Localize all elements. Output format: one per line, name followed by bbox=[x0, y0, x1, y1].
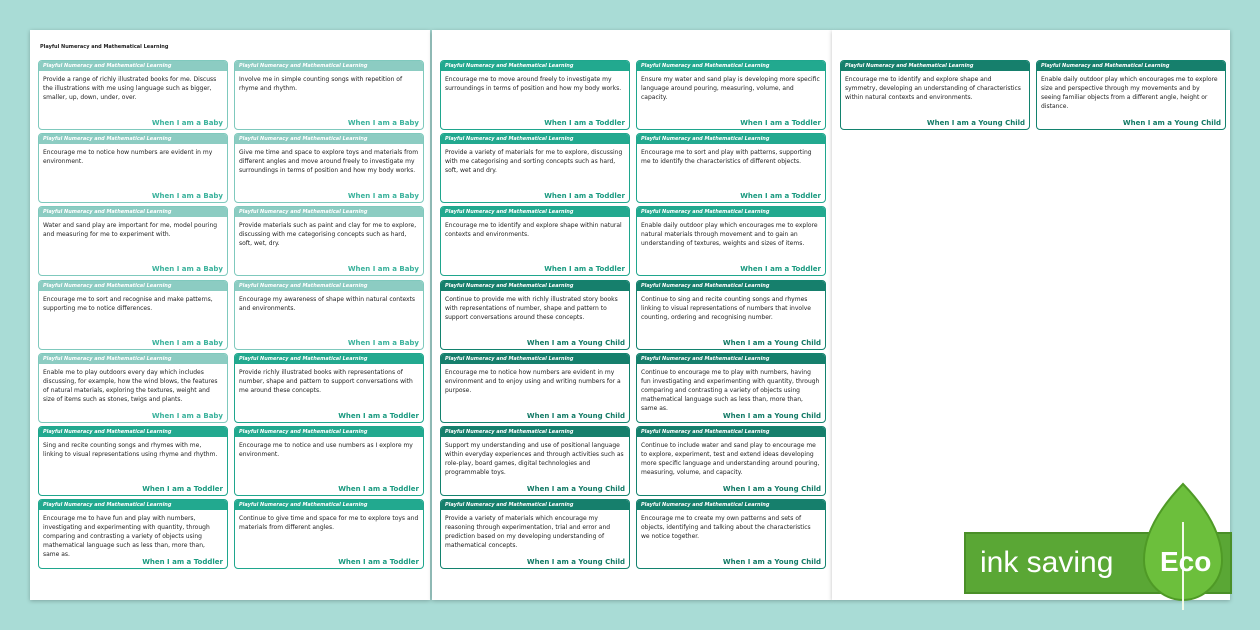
card-header: Playful Numeracy and Mathematical Learning bbox=[235, 281, 423, 291]
card-stage-label: When I am a Baby bbox=[151, 265, 223, 274]
card-stage-label: When I am a Baby bbox=[151, 192, 223, 201]
card-text: Enable daily outdoor play which encourages me to explore natural materials through movement and to gain an understanding of textures, weights and sizes of items. bbox=[641, 222, 818, 248]
card-header: Playful Numeracy and Mathematical Learning bbox=[637, 281, 825, 291]
activity-card bbox=[38, 206, 228, 276]
card-stage-label: When I am a Baby bbox=[151, 411, 223, 420]
card-stage-label: When I am a Toddler bbox=[338, 411, 419, 420]
card-header: Playful Numeracy and Mathematical Learning bbox=[1037, 61, 1225, 71]
card-header: Playful Numeracy and Mathematical Learning bbox=[235, 354, 423, 364]
ink-saving-text: ink saving bbox=[980, 546, 1114, 579]
activity-card bbox=[38, 60, 228, 130]
card-text: Encourage me to create my own patterns and sets of objects, identifying and talking about the characteristics we notice together. bbox=[641, 515, 811, 541]
card-text: Involve me in simple counting songs with repetition of rhyme and rhythm. bbox=[239, 76, 403, 92]
card-header: Playful Numeracy and Mathematical Learning bbox=[39, 61, 227, 71]
card-header: Playful Numeracy and Mathematical Learning bbox=[637, 61, 825, 71]
card-text: Provide a variety of materials which encourage my reasoning through experimentation, trial and error and prediction based on my developing understanding of mathematical concepts. bbox=[445, 515, 611, 550]
activity-card bbox=[1036, 60, 1226, 130]
card-text: Encourage me to have fun and play with numbers, investigating and experimenting with quantity, through comparing and contrasting a variety of objects using mathematical language such as less than, more than, same as. bbox=[43, 515, 210, 559]
activity-card bbox=[636, 133, 826, 203]
card-header: Playful Numeracy and Mathematical Learning bbox=[637, 500, 825, 510]
activity-card bbox=[38, 499, 228, 569]
activity-card bbox=[440, 133, 630, 203]
card-text: Encourage me to sort and recognise and make patterns, supporting me to notice differences. bbox=[43, 295, 213, 312]
card-header: Playful Numeracy and Mathematical Learning bbox=[39, 134, 227, 144]
card-text: Encourage me to move around freely to investigate my surroundings in terms of position and how my body works. bbox=[445, 76, 622, 92]
card-stage-label: When I am a Toddler bbox=[544, 192, 625, 201]
card-text: Encourage me to notice how numbers are evident in my environment and to enjoy using and writing numbers for a purpose. bbox=[445, 368, 621, 394]
activity-card bbox=[440, 426, 630, 496]
card-stage-label: When I am a Baby bbox=[151, 119, 223, 127]
card-header: Playful Numeracy and Mathematical Learning bbox=[235, 427, 423, 437]
card-text: Provide a variety of materials for me to explore, discussing with me categorising and sorting concepts such as hard, soft, wet and dry. bbox=[445, 149, 623, 175]
activity-card bbox=[636, 206, 826, 276]
card-stage-label: When I am a Young Child bbox=[526, 338, 625, 347]
activity-card bbox=[234, 353, 424, 423]
activity-card bbox=[234, 499, 424, 569]
card-text: Water and sand play are important for me, model pouring and measuring for me to experiment with. bbox=[43, 222, 218, 239]
card-text: Give me time and space to explore toys and materials from different angles and move around freely to investigate my surroundings in terms of position and how my body works. bbox=[239, 149, 419, 175]
activity-card bbox=[440, 206, 630, 276]
card-stage-label: When I am a Young Child bbox=[722, 338, 821, 347]
card-text: Enable me to play outdoors every day which includes discussing, for example, how the wind blows, the features of natural materials, exploring the textures, weight and size of items such as stones, twigs and plants. bbox=[43, 368, 218, 403]
card-header: Playful Numeracy and Mathematical Learning bbox=[39, 354, 227, 364]
card-text: Encourage me to sort and play with patterns, supporting me to identify the characteristics of different objects. bbox=[641, 149, 812, 166]
card-text: Provide richly illustrated books with representations of number, shape and pattern to support conversations with me around these concepts. bbox=[239, 368, 413, 394]
card-stage-label: When I am a Toddler bbox=[740, 265, 821, 274]
card-text: Encourage me to notice and use numbers as I explore my environment. bbox=[239, 442, 413, 458]
card-header: Playful Numeracy and Mathematical Learning bbox=[39, 500, 227, 510]
activity-card bbox=[234, 133, 424, 203]
card-text: Continue to give time and space for me to explore toys and materials from different angles. bbox=[239, 515, 419, 532]
card-header: Playful Numeracy and Mathematical Learning bbox=[441, 500, 629, 510]
card-header: Playful Numeracy and Mathematical Learning bbox=[235, 134, 423, 144]
card-stage-label: When I am a Toddler bbox=[142, 558, 223, 567]
card-text: Continue to sing and recite counting songs and rhymes linking to visual representations of numbers that involve counting, ordering and recognising number. bbox=[641, 295, 811, 321]
card-header: Playful Numeracy and Mathematical Learning bbox=[637, 134, 825, 144]
card-stage-label: When I am a Toddler bbox=[740, 119, 821, 127]
card-text: Encourage me to identify and explore shape within natural contexts and environments. bbox=[445, 222, 622, 239]
activity-card bbox=[636, 426, 826, 496]
activity-card bbox=[234, 280, 424, 350]
card-header: Playful Numeracy and Mathematical Learning bbox=[441, 281, 629, 291]
card-stage-label: When I am a Toddler bbox=[338, 558, 419, 567]
activity-card bbox=[234, 60, 424, 130]
card-text: Support my understanding and use of positional language within everyday experiences and through activities such as role-play, board games, digital technologies and programmable toys. bbox=[445, 442, 624, 476]
card-text: Ensure my water and sand play is developing more specific language around pouring, measuring, volume, and capacity. bbox=[641, 76, 820, 101]
card-text: Encourage me to identify and explore shape and symmetry, developing an understanding of characteristics within natural contexts and environments. bbox=[845, 76, 1021, 101]
card-header: Playful Numeracy and Mathematical Learning bbox=[39, 427, 227, 437]
card-stage-label: When I am a Young Child bbox=[526, 558, 625, 567]
card-header: Playful Numeracy and Mathematical Learning bbox=[235, 207, 423, 217]
activity-card bbox=[636, 353, 826, 423]
activity-card bbox=[440, 280, 630, 350]
activity-card bbox=[840, 60, 1030, 130]
activity-card bbox=[440, 353, 630, 423]
card-stage-label: When I am a Baby bbox=[347, 119, 419, 127]
page-2 bbox=[432, 30, 832, 600]
activity-card bbox=[38, 426, 228, 496]
card-header: Playful Numeracy and Mathematical Learning bbox=[841, 61, 1029, 71]
card-text: Encourage me to notice how numbers are evident in my environment. bbox=[43, 149, 213, 166]
card-text: Continue to include water and sand play to encourage me to explore, experiment, test and extend ideas developing more specific language and understanding around pouring, measuring, volume, and capacity. bbox=[641, 442, 820, 476]
card-header: Playful Numeracy and Mathematical Learning bbox=[441, 61, 629, 71]
card-stage-label: When I am a Young Child bbox=[526, 485, 625, 493]
card-stage-label: When I am a Toddler bbox=[544, 265, 625, 274]
card-stage-label: When I am a Baby bbox=[347, 192, 419, 201]
card-text: Provide materials such as paint and clay for me to explore, discussing with me categorising concepts such as hard, soft, wet, dry. bbox=[239, 222, 417, 248]
card-header: Playful Numeracy and Mathematical Learning bbox=[441, 427, 629, 437]
activity-card bbox=[38, 353, 228, 423]
card-text: Enable daily outdoor play which encourages me to explore size and perspective through my movements and by seeing familiar objects from a different angle, height or distance. bbox=[1041, 76, 1218, 110]
card-stage-label: When I am a Young Child bbox=[722, 485, 821, 493]
activity-card bbox=[38, 280, 228, 350]
activity-card bbox=[636, 499, 826, 569]
card-stage-label: When I am a Baby bbox=[347, 265, 419, 274]
card-header: Playful Numeracy and Mathematical Learning bbox=[235, 500, 423, 510]
card-stage-label: When I am a Young Child bbox=[722, 411, 821, 420]
activity-card bbox=[38, 133, 228, 203]
card-header: Playful Numeracy and Mathematical Learning bbox=[637, 207, 825, 217]
card-text: Encourage my awareness of shape within natural contexts and environments. bbox=[239, 295, 416, 312]
activity-card bbox=[234, 426, 424, 496]
card-stage-label: When I am a Toddler bbox=[142, 485, 223, 493]
activity-card bbox=[636, 60, 826, 130]
page-1 bbox=[30, 30, 430, 600]
card-stage-label: When I am a Young Child bbox=[526, 411, 625, 420]
card-header: Playful Numeracy and Mathematical Learning bbox=[441, 134, 629, 144]
card-header: Playful Numeracy and Mathematical Learning bbox=[441, 207, 629, 217]
activity-card bbox=[234, 206, 424, 276]
activity-card bbox=[440, 499, 630, 569]
card-text: Continue to provide me with richly illustrated story books with representations of number, shape and pattern to support conversations around these concepts. bbox=[445, 295, 618, 321]
card-text: Provide a range of richly illustrated books for me. Discuss the illustrations with me using language such as bigger, smaller, up, down, under, over. bbox=[43, 76, 217, 101]
card-text: Continue to encourage me to play with numbers, having fun investigating and experimenting with quantity, through comparing and contrasting a variety of objects using mathematical language such as less than, more than, same as. bbox=[641, 368, 820, 412]
card-header: Playful Numeracy and Mathematical Learning bbox=[441, 354, 629, 364]
card-header: Playful Numeracy and Mathematical Learning bbox=[637, 427, 825, 437]
card-stage-label: When I am a Baby bbox=[151, 338, 223, 347]
card-header: Playful Numeracy and Mathematical Learning bbox=[39, 281, 227, 291]
eco-label: Eco bbox=[1160, 546, 1212, 577]
card-stage-label: When I am a Toddler bbox=[338, 485, 419, 493]
card-header: Playful Numeracy and Mathematical Learning bbox=[39, 207, 227, 217]
card-stage-label: When I am a Toddler bbox=[544, 119, 625, 127]
card-stage-label: When I am a Young Child bbox=[926, 119, 1025, 127]
card-stage-label: When I am a Young Child bbox=[1122, 119, 1221, 127]
card-header: Playful Numeracy and Mathematical Learning bbox=[235, 61, 423, 71]
card-text: Sing and recite counting songs and rhymes with me, linking to visual representations using rhyme and rhythm. bbox=[43, 442, 218, 458]
activity-card bbox=[440, 60, 630, 130]
card-stage-label: When I am a Toddler bbox=[740, 192, 821, 201]
activity-card bbox=[636, 280, 826, 350]
card-stage-label: When I am a Baby bbox=[347, 338, 419, 347]
card-header: Playful Numeracy and Mathematical Learning bbox=[637, 354, 825, 364]
card-stage-label: When I am a Young Child bbox=[722, 558, 821, 567]
document-title: Playful Numeracy and Mathematical Learning bbox=[40, 44, 169, 50]
